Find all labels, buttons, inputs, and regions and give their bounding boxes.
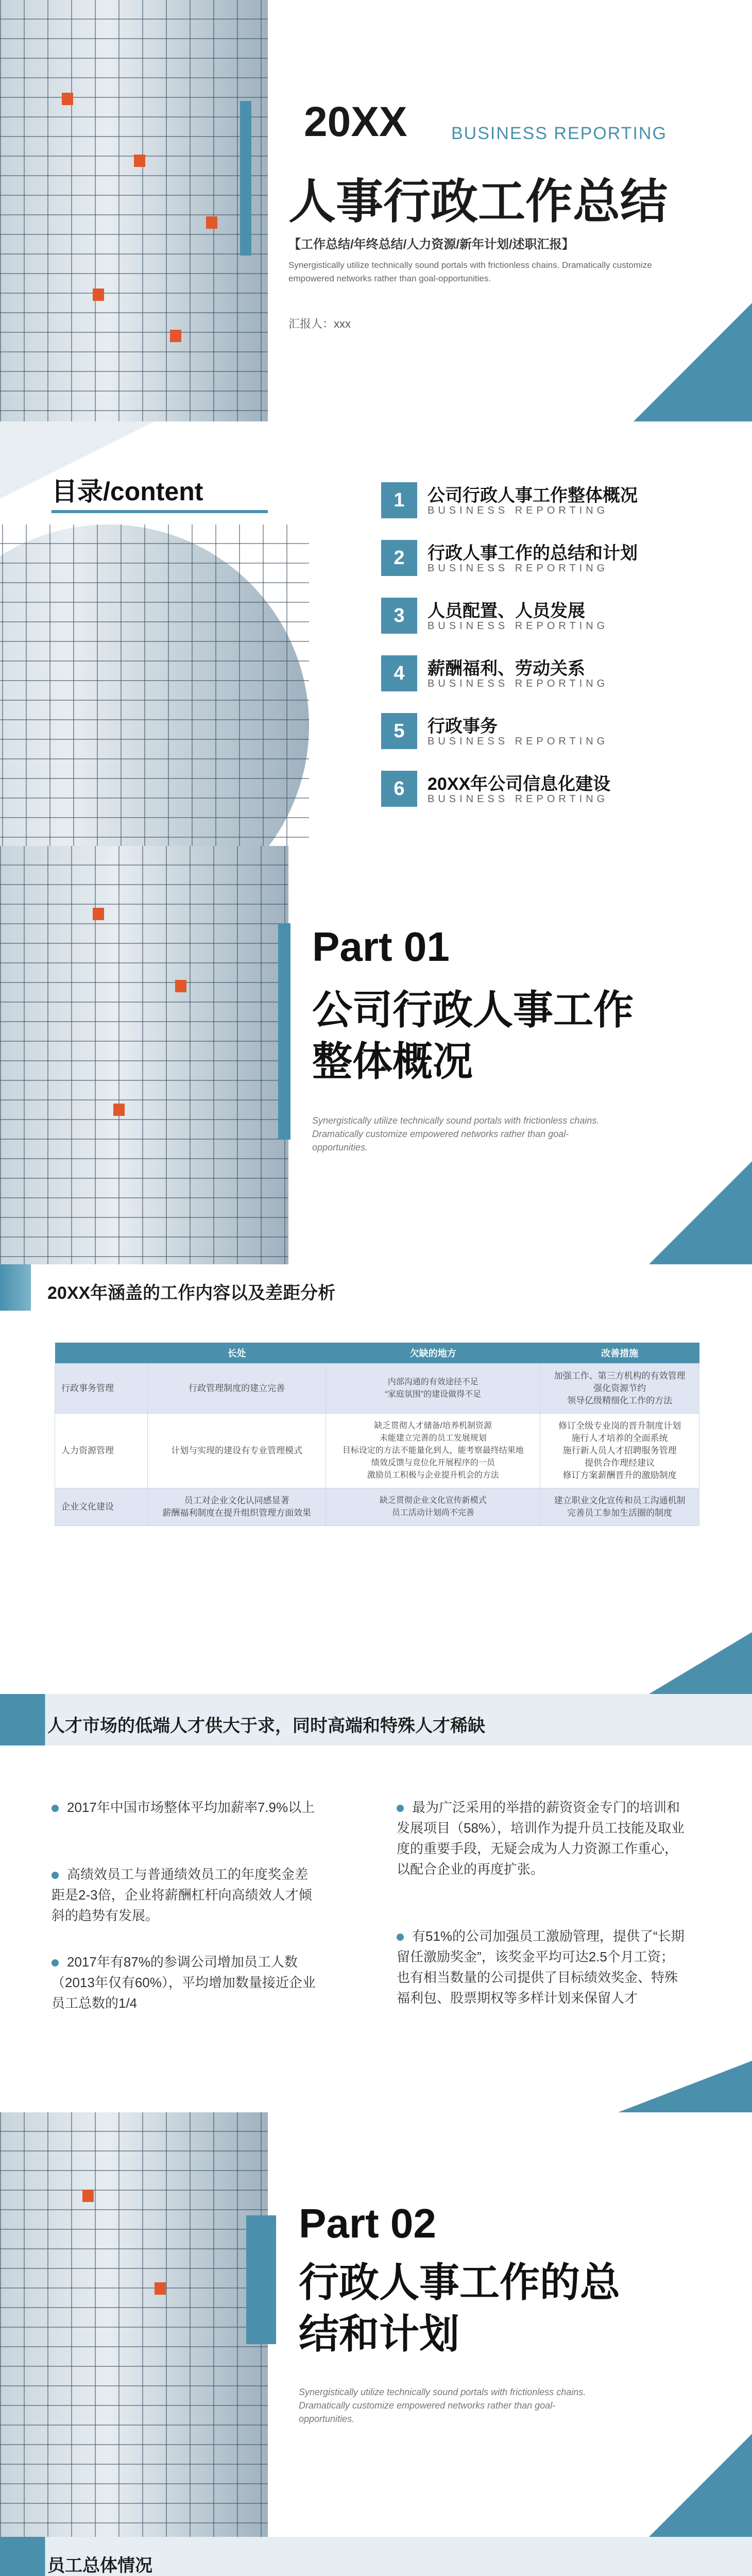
talent-heading: 人才市场的低端人才供大于求，同时高端和特殊人才稀缺 bbox=[47, 1716, 485, 1736]
part2-slide bbox=[0, 2112, 752, 2537]
corner-triangle bbox=[649, 1161, 752, 1264]
bullet-icon bbox=[52, 1959, 59, 1967]
agenda-num-box: 5 bbox=[381, 713, 417, 749]
agenda-building-photo bbox=[0, 524, 309, 846]
agenda-item-en: BUSINESS REPORTING bbox=[428, 563, 609, 574]
part2-en: Synergistically utilize technically sound portals with frictionless chains. Dramatically customize empowered networks rather than goal-opportunities. bbox=[299, 2387, 586, 2424]
talent-point bbox=[397, 1797, 685, 1879]
agenda-slide bbox=[0, 421, 752, 846]
agenda-item-title[interactable]: 薪酬福利、劳动关系 bbox=[428, 659, 585, 679]
agenda-num-box: 3 bbox=[381, 598, 417, 634]
staff-header bbox=[0, 2537, 752, 2576]
gap-cell: 员工对企业文化认同感显著 薪酬福利制度在提升组织管理方面效果 bbox=[148, 1488, 326, 1526]
agenda-divider bbox=[52, 510, 268, 513]
gap-row bbox=[55, 1413, 699, 1488]
gap-heading: 20XX年涵盖的工作内容以及差距分析 bbox=[47, 1283, 336, 1303]
accent-bar bbox=[246, 2215, 276, 2344]
agenda-title: 目录/content bbox=[52, 477, 203, 506]
agenda-item-title[interactable]: 20XX年公司信息化建设 bbox=[428, 774, 611, 794]
gap-cell: 缺乏贯彻企业文化宣传新模式 员工活动计划尚不完善 bbox=[326, 1488, 540, 1526]
cover-slide bbox=[0, 0, 752, 421]
agenda-item-en: BUSINESS REPORTING bbox=[428, 505, 609, 516]
part2-label: Part 02 bbox=[299, 2200, 436, 2246]
agenda-item-en: BUSINESS REPORTING bbox=[428, 736, 609, 747]
bullet-icon bbox=[52, 1805, 59, 1812]
cover-reporter: 汇报人：xxx bbox=[288, 317, 351, 330]
gap-col-header: 欠缺的地方 bbox=[326, 1343, 540, 1363]
part1-label: Part 01 bbox=[312, 924, 450, 970]
gap-cell: 加强工作、第三方机构的有效管理 强化资源节约 领导亿级精细化工作的方法 bbox=[540, 1363, 699, 1413]
talent-header bbox=[0, 1694, 752, 1745]
bullet-icon bbox=[397, 1934, 404, 1941]
accent-bar bbox=[240, 101, 251, 256]
part2-title-line2: 结和计划 bbox=[299, 2311, 460, 2357]
part2-title-line1: 行政人事工作的总 bbox=[299, 2260, 621, 2305]
cover-desc-en: Synergistically utilize technically sound portals with frictionless chains. Dramatically customize empowered networks rather than goal-opportunities. bbox=[288, 260, 652, 283]
agenda-item-en: BUSINESS REPORTING bbox=[428, 620, 609, 632]
bullet-icon bbox=[52, 1872, 59, 1879]
gap-slide bbox=[0, 1264, 752, 1694]
gap-cell: 行政管理制度的建立完善 bbox=[148, 1363, 326, 1413]
corner-triangle bbox=[634, 303, 752, 421]
gap-table bbox=[55, 1343, 699, 1526]
part1-building-photo bbox=[0, 846, 288, 1264]
agenda-num-box: 2 bbox=[381, 540, 417, 576]
talent-point bbox=[52, 1797, 319, 1818]
part1-title-line2: 整体概况 bbox=[312, 1039, 473, 1084]
gap-col-header: 长处 bbox=[148, 1343, 326, 1363]
building-photo bbox=[0, 0, 268, 421]
agenda-item-title[interactable]: 公司行政人事工作整体概况 bbox=[428, 486, 638, 505]
part1-slide bbox=[0, 846, 752, 1264]
talent-point-text: 有51%的公司加强员工激励管理，提供了“长期留任激励奖金”，该奖金平均可达2.5个月工资；也有相当数量的公司提供了目标绩效奖金、特殊福利包、股票期权等多样计划来保留人才 bbox=[397, 1928, 685, 2006]
gap-row bbox=[55, 1488, 699, 1526]
corner-triangle bbox=[618, 2061, 752, 2112]
gap-cell: 缺乏贯彻人才储备/培养机制资源 未能建立完善的员工发展规划 目标设定的方法不能量化到人，能考察最终结果地 绩效反馈与竞位化开展程序的一员 激励员工积极与企业提升机会的方法 bbox=[326, 1413, 540, 1488]
cover-subtitle-en: BUSINESS REPORTING bbox=[451, 124, 667, 143]
gap-col-header: 改善措施 bbox=[540, 1343, 699, 1363]
talent-point-text: 2017年中国市场整体平均加薪率7.9%以上 bbox=[67, 1800, 315, 1815]
accent-bar bbox=[278, 923, 290, 1140]
gap-cell: 内部沟通的有效途径不足 “家庭氛围”的建设做得不足 bbox=[326, 1363, 540, 1413]
talent-point-text: 最为广泛采用的举措的薪资资金专门的培训和发展项目（58%），培训作为提升员工技能及取业度的重要手段，无疑会成为人力资源工作重心，以配合企业的再度扩张。 bbox=[397, 1800, 685, 1877]
agenda-num-box: 1 bbox=[381, 482, 417, 518]
talent-point bbox=[52, 1864, 319, 1926]
bullet-icon bbox=[397, 1805, 404, 1812]
agenda-item-title[interactable]: 行政事务 bbox=[428, 717, 498, 736]
gap-cell: 人力资源管理 bbox=[55, 1413, 148, 1488]
cover-tagline: 【工作总结/年终总结/人力资源/新年计划/述职汇报】 bbox=[288, 238, 574, 251]
gap-col-header bbox=[55, 1343, 148, 1363]
gap-cell: 行政事务管理 bbox=[55, 1363, 148, 1413]
cover-title: 人事行政工作总结 bbox=[288, 176, 668, 228]
part2-building-photo bbox=[0, 2112, 268, 2537]
gap-cell: 修订全级专业岗的晋升制度计划 施行人才培养的全面系统 施行新人员人才招聘服务管理 提供合作理经建议 修订方案薪酬晋升的激励制度 bbox=[540, 1413, 699, 1488]
gap-cell: 计划与实现的建设有专业管理模式 bbox=[148, 1413, 326, 1488]
talent-point-text: 2017年有87%的参调公司增加员工人数（2013年仅有60%），平均增加数量接近企业员工总数的1/4 bbox=[52, 1954, 316, 2011]
talent-point bbox=[397, 1926, 685, 2008]
corner-triangle bbox=[649, 2434, 752, 2537]
part1-en: Synergistically utilize technically sound portals with frictionless chains. Dramatically customize empowered networks rather than goal-opportunities. bbox=[312, 1115, 600, 1153]
staff-heading: 员工总体情况 bbox=[47, 2556, 152, 2575]
agenda-num-box: 6 bbox=[381, 771, 417, 807]
talent-slide bbox=[0, 1694, 752, 2112]
agenda-item-en: BUSINESS REPORTING bbox=[428, 793, 609, 805]
agenda-item-title[interactable]: 行政人事工作的总结和计划 bbox=[428, 544, 638, 563]
part1-title-line1: 公司行政人事工作 bbox=[312, 987, 634, 1032]
agenda-item-title[interactable]: 人员配置、人员发展 bbox=[428, 601, 585, 621]
gap-cell: 企业文化建设 bbox=[55, 1488, 148, 1526]
gap-cell: 建立职业文化宣传和员工沟通机制 完善员工参加生活圈的制度 bbox=[540, 1488, 699, 1526]
corner-triangle bbox=[649, 1632, 752, 1694]
gap-header bbox=[0, 1264, 752, 1311]
staff-slide bbox=[0, 2537, 752, 2576]
gap-row bbox=[55, 1363, 699, 1413]
agenda-item-en: BUSINESS REPORTING bbox=[428, 678, 609, 689]
talent-point-text: 高绩效员工与普通绩效员工的年度奖金差距是2-3倍，企业将薪酬杠杆向高绩效人才倾斜的趋势有发展。 bbox=[52, 1867, 312, 1923]
agenda-num-box: 4 bbox=[381, 655, 417, 691]
talent-point bbox=[52, 1952, 319, 2013]
cover-year: 20XX bbox=[304, 98, 407, 145]
